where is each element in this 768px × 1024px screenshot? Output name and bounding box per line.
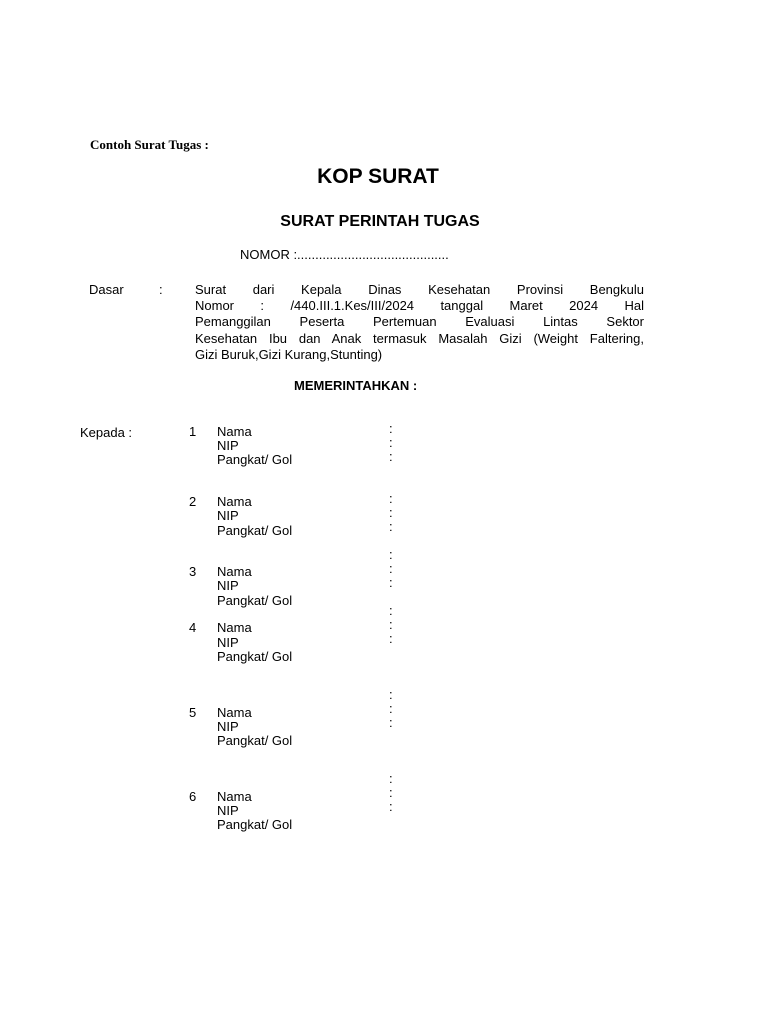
- rank-label: Pangkat/ Gol: [217, 817, 293, 832]
- person-number: 6: [189, 789, 197, 804]
- dasar-colon: :: [159, 282, 163, 297]
- dasar-line: Gizi Buruk,Gizi Kurang,Stunting): [195, 346, 383, 362]
- nip-label: NIP: [217, 635, 239, 650]
- dasar-paragraph: [195, 282, 644, 363]
- rank-label: Pangkat/ Gol: [217, 733, 293, 748]
- person-number: 5: [189, 705, 197, 720]
- rank-label: Pangkat/ Gol: [217, 523, 293, 538]
- name-label: Nama: [217, 424, 252, 439]
- separator-colon: :: [389, 491, 393, 506]
- separator-colon: :: [389, 421, 393, 436]
- separator-colon: :: [389, 603, 393, 618]
- person-number: 3: [189, 564, 197, 579]
- separator-colon: :: [389, 435, 393, 450]
- nip-label: NIP: [217, 803, 239, 818]
- dasar-line: Nomor : /440.III.1.Kes/III/2024 tanggal Maret 2024 Hal: [195, 298, 644, 314]
- rank-label: Pangkat/ Gol: [217, 593, 293, 608]
- dasar-label: Dasar: [89, 282, 124, 297]
- dasar-line: Surat dari Kepala Dinas Kesehatan Provinsi Bengkulu: [195, 282, 644, 297]
- nip-label: NIP: [217, 578, 239, 593]
- separator-colon: :: [389, 785, 393, 800]
- separator-colon: :: [389, 575, 393, 590]
- separator-colon: :: [389, 799, 393, 814]
- nip-label: NIP: [217, 508, 239, 523]
- dasar-line: Pemanggilan Peserta Pertemuan Evaluasi Lintas Sektor: [195, 314, 644, 330]
- example-label: Contoh Surat Tugas :: [90, 137, 209, 152]
- name-label: Nama: [217, 494, 252, 509]
- separator-colon: :: [389, 519, 393, 534]
- rank-label: Pangkat/ Gol: [217, 452, 293, 467]
- separator-colon: :: [389, 687, 393, 702]
- separator-colon: :: [389, 701, 393, 716]
- nip-label: NIP: [217, 438, 239, 453]
- person-number: 1: [189, 424, 197, 439]
- separator-colon: :: [389, 547, 393, 562]
- separator-colon: :: [389, 449, 393, 464]
- name-label: Nama: [217, 789, 252, 804]
- nip-label: NIP: [217, 719, 239, 734]
- person-number: 2: [189, 494, 197, 509]
- separator-colon: :: [389, 771, 393, 786]
- rank-label: Pangkat/ Gol: [217, 649, 293, 664]
- separator-colon: :: [389, 631, 393, 646]
- number-line: NOMOR :..........................................: [240, 247, 449, 262]
- separator-colon: :: [389, 617, 393, 632]
- dasar-line: Kesehatan Ibu dan Anak termasuk Masalah Gizi (Weight Faltering,: [195, 330, 644, 346]
- kepada-label: Kepada :: [80, 425, 133, 440]
- separator-colon: :: [389, 715, 393, 730]
- letterhead: KOP SURAT: [317, 165, 439, 188]
- person-number: 4: [189, 620, 197, 635]
- separator-colon: :: [389, 561, 393, 576]
- name-label: Nama: [217, 620, 252, 635]
- separator-colon: :: [389, 505, 393, 520]
- command-heading: MEMERINTAHKAN :: [294, 378, 418, 393]
- name-label: Nama: [217, 705, 252, 720]
- name-label: Nama: [217, 564, 252, 579]
- document-title: SURAT PERINTAH TUGAS: [280, 213, 480, 230]
